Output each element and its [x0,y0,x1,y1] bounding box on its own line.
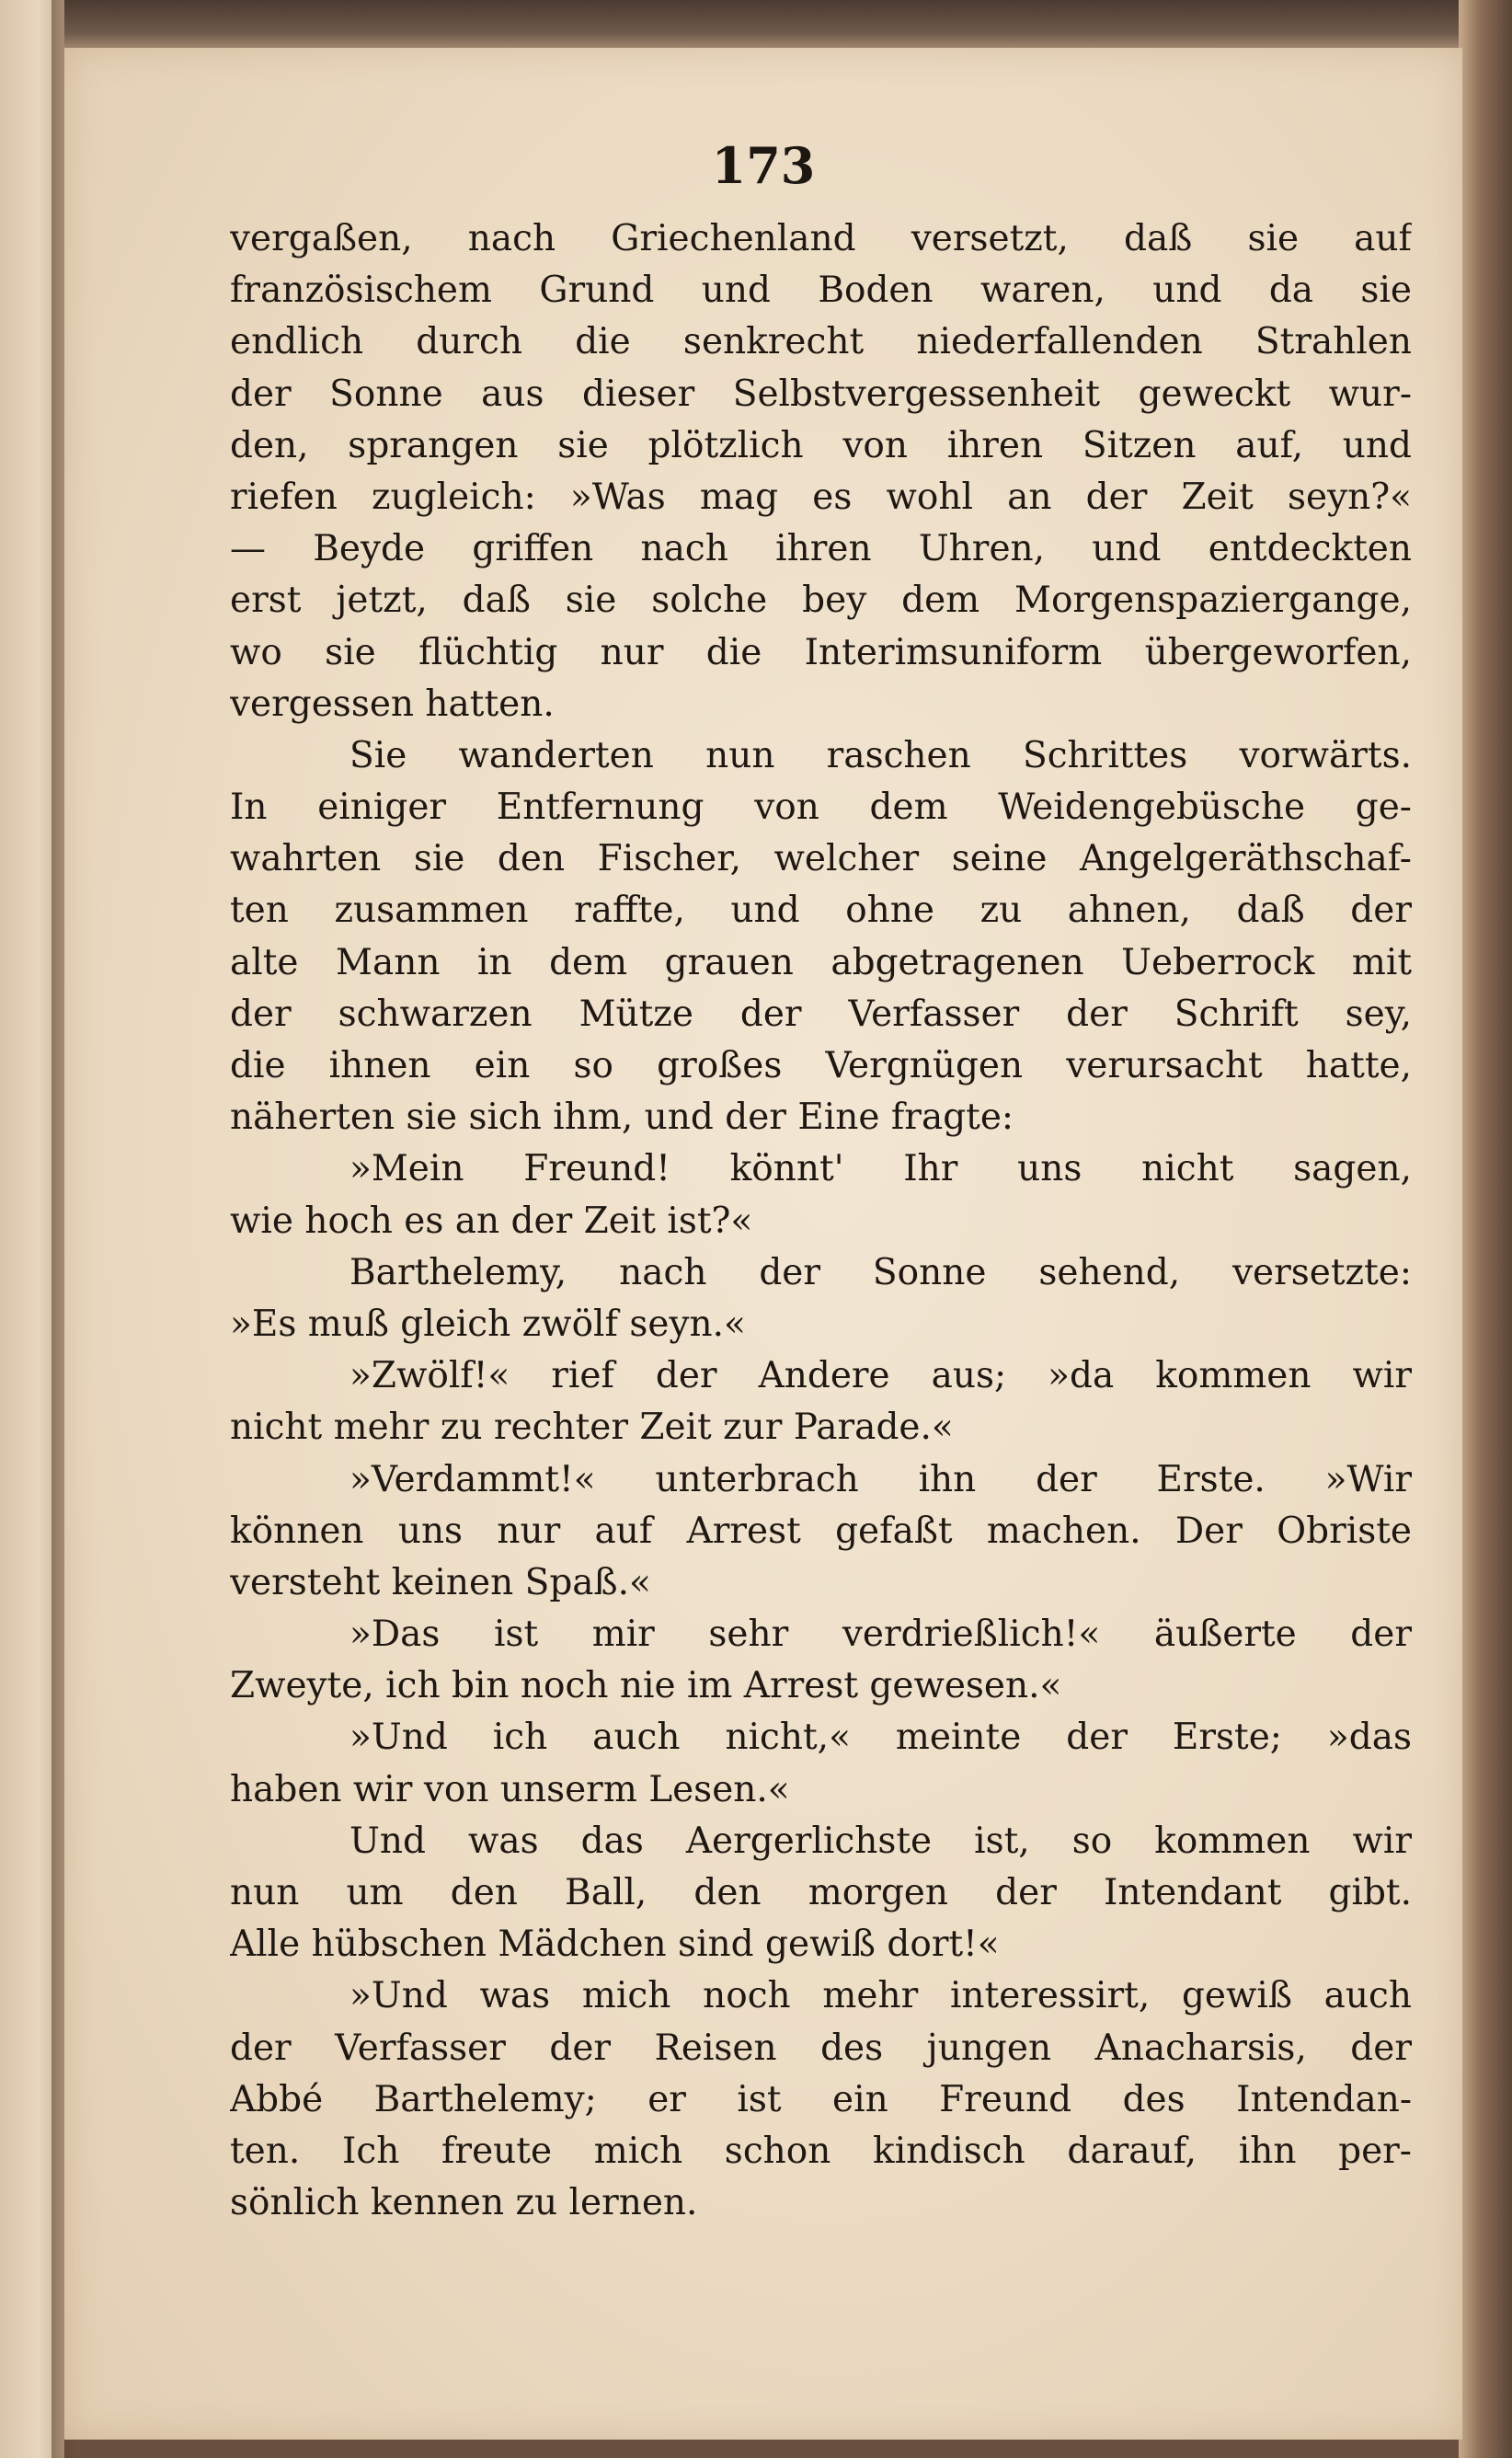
text-line: der Verfasser der Reisen des jungen Anacharsis, der [230,2027,1412,2069]
book-cover-edge [1459,0,1512,2458]
page [64,48,1462,2440]
text-line: versteht keinen Spaß.« [230,1561,651,1603]
text-line: französischem Grund und Boden waren, und da sie [230,270,1412,312]
text-line: ten. Ich freute mich schon kindisch darauf, ihn per- [230,2130,1412,2172]
text-line: vergaßen, nach Griechenland versetzt, daß sie auf [230,218,1412,259]
text-line: haben wir von unserm Lesen.« [230,1768,790,1810]
text-line: »Und ich auch nicht,« meinte der Erste; »das [349,1717,1412,1759]
text-line: »Das ist mir sehr verdrießlich!« äußerte der [349,1614,1412,1656]
text-line: der schwarzen Mütze der Verfasser der Schrift sey, [230,993,1412,1035]
text-line: »Es muß gleich zwölf seyn.« [230,1303,746,1345]
text-line: wo sie flüchtig nur die Interimsuniform übergeworfen, [230,631,1412,673]
text-line: wahrten sie den Fischer, welcher seine Angelgeräthschaf- [230,838,1412,880]
text-line: die ihnen ein so großes Vergnügen verursacht hatte, [230,1045,1412,1086]
text-line: alte Mann in dem grauen abgetragenen Ueberrock mit [230,941,1412,983]
text-line: nicht mehr zu rechter Zeit zur Parade.« [230,1407,954,1449]
text-line: riefen zugleich: »Was mag es wohl an der Zeit seyn?« [230,476,1412,518]
text-line: den, sprangen sie plötzlich von ihren Sitzen auf, und [230,424,1412,466]
text-line: wie hoch es an der Zeit ist?« [230,1200,753,1242]
top-page-edge [64,0,1472,55]
page-number: 173 [711,136,816,195]
text-line: »Mein Freund! könnt' Ihr uns nicht sagen, [349,1148,1412,1190]
text-line: »Und was mich noch mehr interessirt, gewiß auch [349,1975,1412,2017]
text-line: »Zwölf!« rief der Andere aus; »da kommen wir [349,1355,1412,1397]
body-text [230,213,1412,2229]
text-line: vergessen hatten. [230,683,555,725]
text-line: nun um den Ball, den morgen der Intendant gibt. [230,1872,1412,1913]
text-line: Und was das Aergerlichste ist, so kommen wir [349,1820,1412,1862]
text-line: der Sonne aus dieser Selbstvergessenheit geweckt wur- [230,373,1412,415]
text-line: — Beyde griffen nach ihren Uhren, und entdeckten [230,528,1412,570]
text-line: Alle hübschen Mädchen sind gewiß dort!« [230,1924,1000,1966]
text-line: erst jetzt, daß sie solche bey dem Morgenspaziergange, [230,580,1412,622]
text-line: »Verdammt!« unterbrach ihn der Erste. »Wir [349,1458,1412,1500]
text-line: Sie wanderten nun raschen Schrittes vorwärts. [349,734,1412,776]
text-line: endlich durch die senkrecht niederfallenden Strahlen [230,321,1412,363]
text-line: Abbé Barthelemy; er ist ein Freund des Intendan- [230,2078,1412,2120]
text-line: In einiger Entfernung von dem Weidengebüsche ge- [230,787,1412,829]
text-line: können uns nur auf Arrest gefaßt machen. Der Obriste [230,1510,1412,1552]
text-line: näherten sie sich ihm, und der Eine fragte: [230,1097,1014,1139]
text-line: Zweyte, ich bin noch nie im Arrest gewesen.« [230,1665,1062,1707]
text-line: Barthelemy, nach der Sonne sehend, versetzte: [349,1251,1412,1293]
text-line: sönlich kennen zu lernen. [230,2182,698,2224]
text-line: ten zusammen raffte, und ohne zu ahnen, daß der [230,890,1412,932]
